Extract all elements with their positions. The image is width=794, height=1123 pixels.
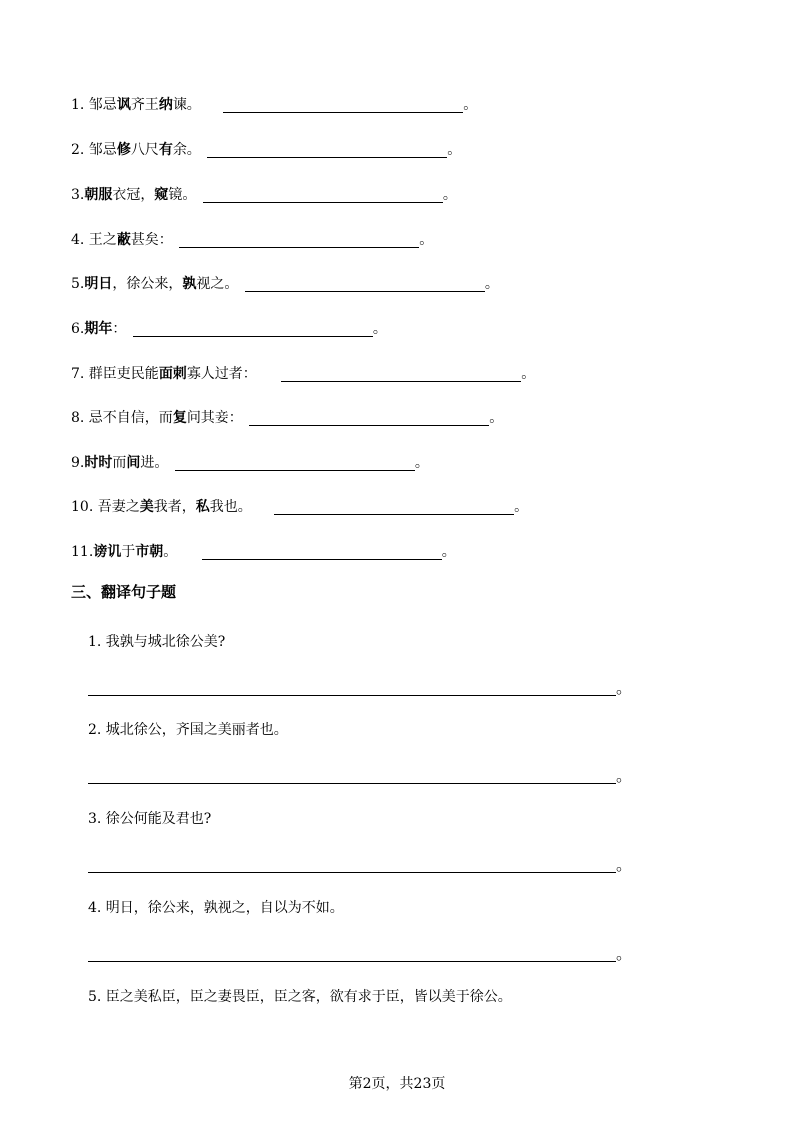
end-punct: 。: [489, 410, 504, 426]
vocab-keyword: 修: [116, 142, 131, 158]
end-punct: 。: [616, 766, 633, 785]
vocab-text: 1. 邹忌: [71, 97, 117, 113]
vocab-text: 八尺: [130, 142, 159, 158]
vocab-item: [71, 272, 499, 296]
answer-line[interactable]: [88, 681, 616, 696]
answer-blank[interactable]: [274, 500, 514, 515]
answer-blank[interactable]: [223, 98, 463, 113]
translate-answer: [88, 676, 632, 700]
vocab-keyword: 时时: [84, 455, 113, 471]
end-punct: 。: [419, 232, 434, 248]
answer-line[interactable]: [88, 858, 616, 873]
end-punct: 。: [616, 678, 633, 697]
vocab-text: 而: [112, 455, 127, 471]
vocab-text: 4. 王之: [71, 232, 117, 248]
vocab-item: [71, 451, 429, 475]
vocab-item: [71, 406, 503, 430]
vocab-item: [71, 228, 433, 252]
vocab-text: 齐王: [130, 97, 159, 113]
vocab-text: 9.: [71, 455, 85, 471]
vocab-text: 5.: [71, 276, 85, 292]
end-punct: 。: [521, 366, 536, 382]
end-punct: 。: [514, 499, 529, 515]
answer-blank[interactable]: [179, 233, 419, 248]
end-punct: 。: [447, 142, 462, 158]
vocab-keyword: 窥: [154, 187, 169, 203]
vocab-text: 于: [121, 544, 136, 560]
vocab-keyword: 讽: [116, 97, 131, 113]
vocab-text: 。: [163, 544, 178, 560]
end-punct: 。: [372, 321, 387, 337]
vocab-keyword: 蔽: [116, 232, 131, 248]
vocab-keyword: 朝服: [84, 187, 113, 203]
translate-question: 5. 臣之美私臣，臣之妻畏臣，臣之客，欲有求于臣，皆以美于徐公。: [88, 989, 512, 1005]
vocab-keyword: 美: [139, 499, 154, 515]
end-punct: 。: [463, 97, 478, 113]
translate-answer: [88, 853, 632, 877]
vocab-text: 6.: [71, 321, 85, 337]
vocab-text: 谏。: [172, 97, 201, 113]
vocab-keyword: 私: [195, 499, 210, 515]
translate-question: 4. 明日，徐公来，孰视之，自以为不如。: [88, 900, 344, 916]
end-punct: 。: [442, 187, 457, 203]
vocab-keyword: 明日: [84, 276, 113, 292]
vocab-item: [71, 138, 461, 162]
vocab-text: ，徐公来，: [112, 276, 183, 292]
section-title: 三、翻译句子题: [71, 583, 177, 601]
vocab-text: 进。: [140, 455, 169, 471]
vocab-keyword: 面刺: [158, 366, 187, 382]
vocab-text: 2. 邹忌: [71, 142, 117, 158]
translate-answer: [88, 942, 632, 966]
vocab-keyword: 复: [172, 410, 187, 426]
translate-question: 3. 徐公何能及君也?: [88, 811, 212, 827]
vocab-item: [71, 183, 457, 207]
vocab-keyword: 市朝: [135, 544, 164, 560]
end-punct: 。: [616, 944, 633, 963]
end-punct: 。: [414, 455, 429, 471]
answer-blank[interactable]: [249, 411, 489, 426]
vocab-keyword: 孰: [182, 276, 197, 292]
vocab-text: 余。: [172, 142, 201, 158]
vocab-item: [71, 540, 456, 564]
answer-line[interactable]: [88, 769, 616, 784]
vocab-text: 11.: [71, 544, 94, 560]
vocab-text: 视之。: [196, 276, 239, 292]
vocab-item: [71, 362, 535, 386]
answer-blank[interactable]: [202, 545, 442, 560]
vocab-keyword: 期年: [84, 321, 113, 337]
vocab-text: 我者，: [153, 499, 196, 515]
vocab-item: [71, 495, 528, 519]
vocab-keyword: 纳: [158, 97, 173, 113]
vocab-text: 问其妾：: [186, 410, 243, 426]
vocab-text: 甚矣：: [130, 232, 173, 248]
vocab-text: 寡人过者：: [186, 366, 257, 382]
translate-answer: [88, 764, 632, 788]
answer-blank[interactable]: [245, 277, 485, 292]
answer-blank[interactable]: [281, 367, 521, 382]
vocab-text: 衣冠，: [112, 187, 155, 203]
end-punct: 。: [616, 855, 633, 874]
vocab-text: 10. 吾妻之: [71, 499, 140, 515]
translate-question: 1. 我孰与城北徐公美?: [88, 634, 226, 650]
vocab-text: ：: [112, 321, 127, 337]
vocab-keyword: 有: [158, 142, 173, 158]
answer-blank[interactable]: [203, 188, 443, 203]
translate-question: 2. 城北徐公，齐国之美丽者也。: [88, 722, 288, 738]
vocab-text: 3.: [71, 187, 85, 203]
vocab-item: [71, 93, 477, 117]
answer-line[interactable]: [88, 947, 616, 962]
answer-blank[interactable]: [175, 456, 415, 471]
end-punct: 。: [484, 276, 499, 292]
vocab-text: 镜。: [168, 187, 197, 203]
vocab-text: 8. 忌不自信，而: [71, 410, 173, 426]
vocab-keyword: 谤讥: [93, 544, 122, 560]
vocab-item: [71, 317, 387, 341]
answer-blank[interactable]: [207, 143, 447, 158]
page-footer: 第2页，共23页: [348, 1076, 446, 1092]
vocab-keyword: 间: [126, 455, 141, 471]
vocab-text: 7. 群臣吏民能: [71, 366, 159, 382]
end-punct: 。: [441, 544, 456, 560]
vocab-text: 我也。: [209, 499, 252, 515]
answer-blank[interactable]: [133, 322, 373, 337]
